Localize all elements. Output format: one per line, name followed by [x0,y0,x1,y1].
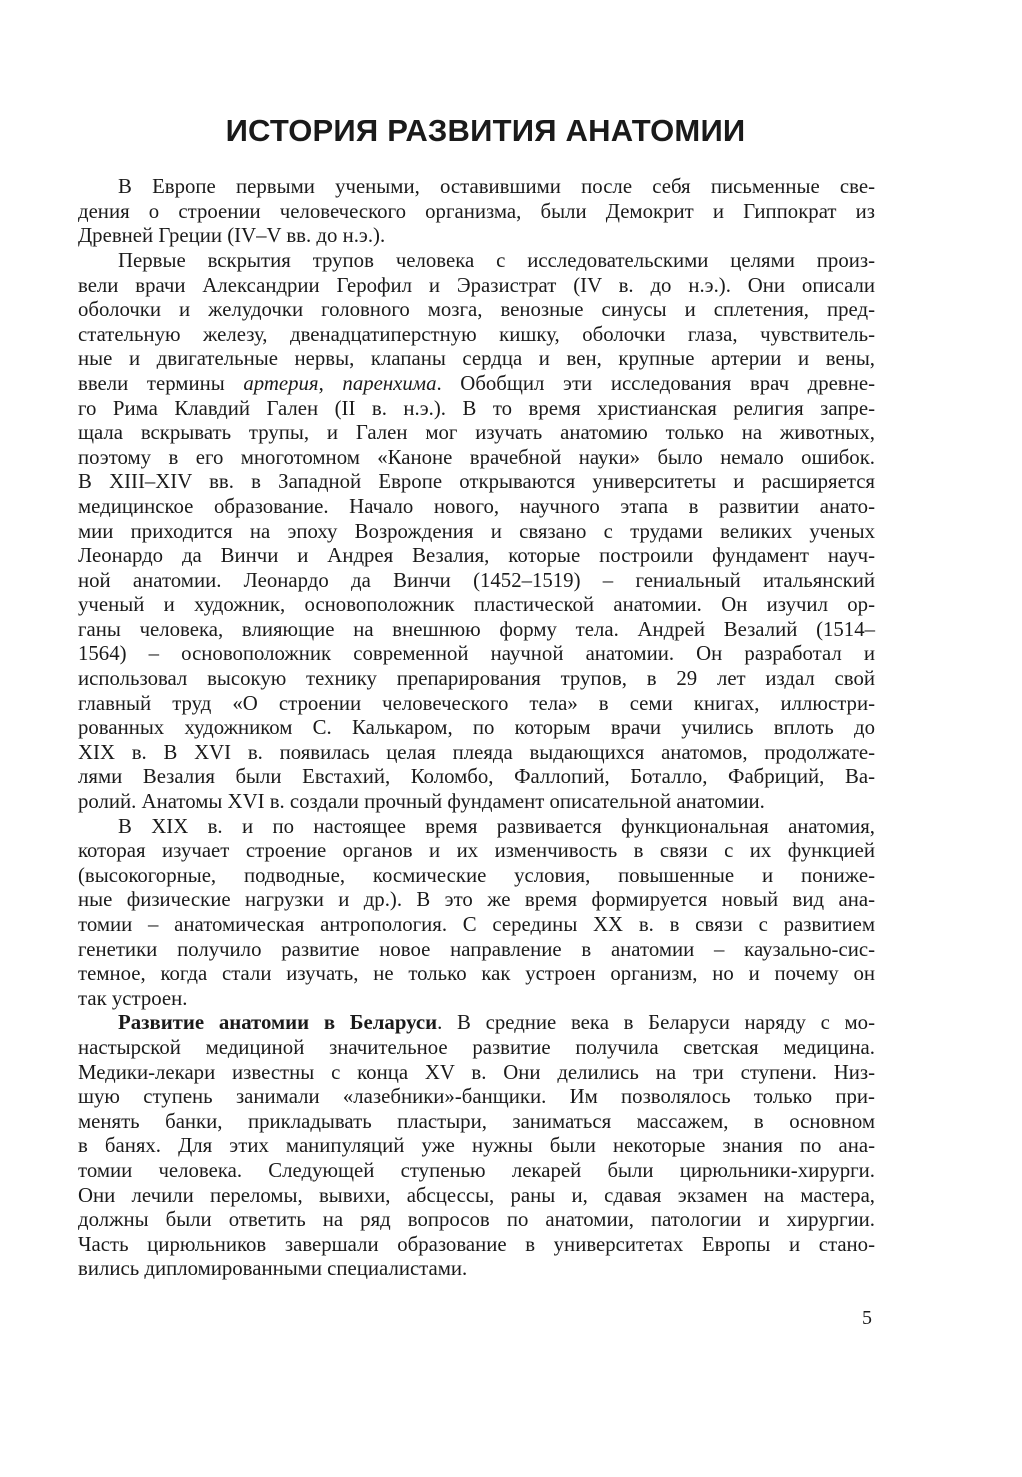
italic-term: артерия [243,371,319,395]
text-line: ролий. Анатомы XVI в. создали прочный фундамент описательной анатомии. [78,790,765,814]
text-line: в банях. Для этих манипуляций уже нужны были некоторые знания по ана- [78,1134,875,1158]
text-run: . Обобщил эти исследования врач древне- [436,371,875,395]
text-line: настырской медициной значительное развитие получила светская медицина. [78,1035,875,1059]
text-line: главный труд «О строении человеческого тела» в семи книгах, иллюстри- [78,691,875,715]
text-line: Медики-лекари известны с конца XV в. Они делились на три ступени. Низ- [78,1060,875,1084]
text-run: ввели термины [78,371,244,395]
text-line: лями Везалия были Евстахий, Коломбо, Фаллопий, Боталло, Фабриций, Ва- [78,765,875,789]
text-line: стательную железу, двенадцатиперстную кишку, оболочки глаза, чувствитель- [78,322,875,346]
text-line: вели врачи Александрии Герофил и Эразистрат (IV в. до н.э.). Они описали [78,273,875,297]
text-line: томии человека. Следующей ступенью лекарей были цирюльники-хирурги. [78,1158,875,1182]
paragraph-4 [78,1011,875,1282]
text-run: , [318,371,343,395]
text-line: должны были ответить на ряд вопросов по анатомии, патологии и хирургии. [78,1208,875,1232]
text-line: 1564) – основоположник современной научной анатомии. Он разработал и [78,642,875,666]
text-line: шую ступень занимали «лазебники»-банщики. Им позволялось только при- [78,1085,875,1109]
text-line: генетики получило развитие новое направление в анатомии – каузально-сис- [78,937,875,961]
text-line: дения о строении человеческого организма, были Демокрит и Гиппократ из [78,199,875,223]
text-line: ученый и художник, основоположник пластической анатомии. Он изучил ор- [78,593,875,617]
text-line: ные физические нагрузки и др.). В это же время формируется новый вид ана- [78,888,875,912]
text-line: мии приходится на эпоху Возрождения и связано с трудами великих ученых [78,519,875,543]
section-heading-inline: Развитие анатомии в Беларуси [118,1011,438,1035]
page-content [78,112,875,1282]
page-title: ИСТОРИЯ РАЗВИТИЯ АНАТОМИИ [225,113,746,148]
text-line: медицинское образование. Начало нового, научного этапа в развитии анато- [78,494,875,518]
text-line: использовал высокую технику препарирования трупов, в 29 лет издал свой [78,667,875,691]
text-line: Они лечили переломы, вывихи, абсцессы, раны и, сдавая экзамен на мастера, [78,1183,875,1207]
text-line: Древней Греции (IV–V вв. до н.э.). [78,224,386,248]
text-line: щала вскрывать трупы, и Гален мог изучать анатомию только на животных, [78,421,875,445]
italic-term: паренхима [342,371,437,395]
page-number: 5 [862,1307,872,1329]
text-line: так устроен. [78,986,188,1010]
text-line: В XIX в. и по настоящее время развивается функциональная анатомия, [118,814,875,838]
paragraph-3 [78,815,875,1012]
text-line: В Европе первыми учеными, оставившими после себя письменные све- [118,175,875,199]
text-line: ные и двигательные нервы, клапаны сердца и вен, крупные артерии и вены, [78,347,875,371]
text-line: (высокогорные, подводные, космические условия, повышенные и пониже- [78,863,875,887]
text-line: менять банки, прикладывать пластыри, заниматься массажем, в основном [78,1109,875,1133]
text-run: . В средние века в Беларуси наряду с мо- [437,1011,875,1035]
text-line: Первые вскрытия трупов человека с исследовательскими целями произ- [118,248,875,272]
text-line: XIX в. В XVI в. появилась целая плеяда выдающихся анатомов, продолжате- [78,740,875,764]
paragraph-2 [78,249,875,815]
text-line: Леонардо да Винчи и Андрея Везалия, которые построили фундамент науч- [78,544,875,568]
text-line: которая изучает строение органов и их изменчивость в связи с их функцией [78,839,875,863]
text-line: оболочки и желудочки головного мозга, венозные синусы и сплетения, пред- [78,298,875,322]
text-line: ганы человека, влияющие на внешнюю форму тела. Андрей Везалий (1514– [78,617,875,641]
text-line: рованных художником С. Калькаром, по которым врачи учились вплоть до [78,716,875,740]
text-line: вились дипломированными специалистами. [78,1257,468,1281]
paragraph-1 [78,175,875,249]
text-line: томии – анатомическая антропология. С середины XX в. в связи с развитием [78,913,875,936]
text-line: го Рима Клавдий Гален (II в. н.э.). В то время христианская религия запре- [78,396,875,420]
text-line-mixed [78,372,875,397]
text-line: Часть цирюльников завершали образование в университетах Европы и стано- [78,1232,875,1256]
text-line: ной анатомии. Леонардо да Винчи (1452–1519) – гениальный итальянский [78,568,875,592]
text-line: темное, когда стали изучать, не только как устроен организм, но и почему он [78,962,875,986]
text-line-mixed [78,1011,875,1036]
text-line: В XIII–XIV вв. в Западной Европе открываются университеты и расширяется [78,470,875,494]
text-line: поэтому в его многотомном «Каноне врачебной науки» было немало ошибок. [78,445,875,469]
body-text [78,175,875,1282]
